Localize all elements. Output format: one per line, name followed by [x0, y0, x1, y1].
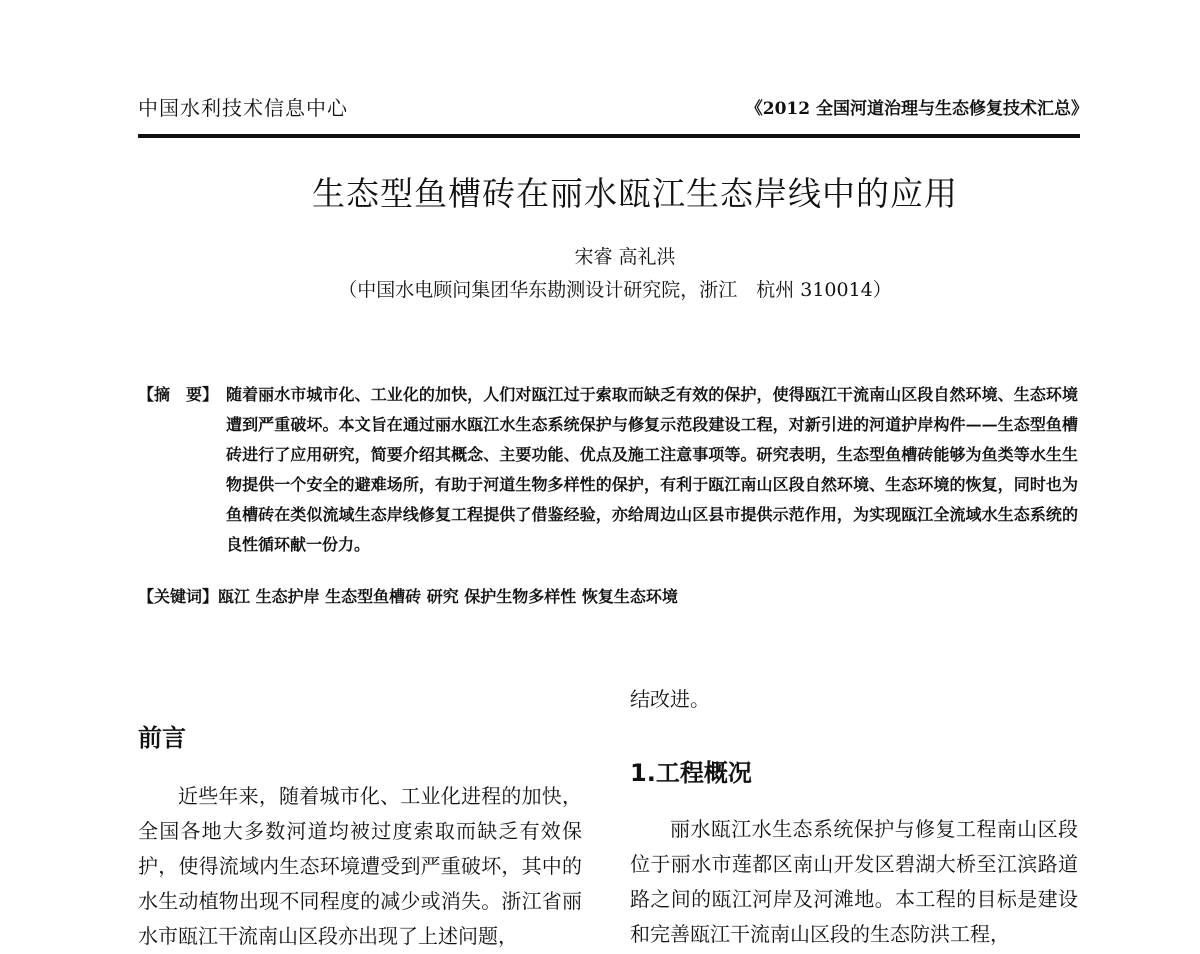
abstract-text: 随着丽水市城市化、工业化的加快，人们对瓯江过于索取而缺乏有效的保护，使得瓯江干流南山区段自然环境、生态环境遭到严重破坏。本文旨在通过丽水瓯江水生态系统保护与修复示范段建设工程，对新引进的河道护岸构件——生态型鱼槽砖进行了应用研究，简要介绍其概念、主要功能、优点及施工注意事项等。研究表明，生态型鱼槽砖能够为鱼类等水生生物提供一个安全的避难场所，有助于河道生物多样性的保护，有利于瓯江南山区段自然环境、生态环境的恢复，同时也为鱼槽砖在类似流域生态岸线修复工程提供了借鉴经验，亦给周边山区县市提供示范作用，为实现瓯江全流域水生态系统的良性循环献一份力。: [226, 385, 1078, 554]
paper-affiliation: （中国水电顾问集团华东勘测设计研究院，浙江 杭州 310014）: [338, 279, 892, 301]
keywords-label: 【关键词】: [138, 587, 219, 606]
running-header-left: 中国水利技术信息中心: [138, 96, 348, 120]
right-column: [630, 682, 1078, 952]
section-heading-preface: 前言: [138, 723, 186, 752]
left-column: [138, 718, 582, 954]
continued-text: 结改进。: [630, 687, 710, 711]
abstract-label: 【摘 要】: [138, 385, 219, 404]
paper-title: 生态型鱼槽砖在丽水瓯江生态岸线中的应用: [312, 174, 958, 213]
keywords-text: 瓯江 生态护岸 生态型鱼槽砖 研究 保护生物多样性 恢复生态环境: [218, 587, 678, 606]
running-header-right: 《2012 全国河道治理与生态修复技术汇总》: [745, 99, 1088, 119]
body-paragraph: 丽水瓯江水生态系统保护与修复工程南山区段位于丽水市莲都区南山开发区碧湖大桥至江滨路道路之间的瓯江河岸及河滩地。本工程的目标是建设和完善瓯江干流南山区段的生态防洪工程，: [630, 817, 1078, 946]
keywords-row: [138, 584, 678, 607]
header-rule: [138, 134, 1080, 138]
body-paragraph: 近些年来，随着城市化、工业化进程的加快，全国各地大多数河道均被过度索取而缺乏有效保护，使得流域内生态环境遭受到严重破坏，其中的水生动植物出现不同程度的减少或消失。浙江省丽水市瓯江干流南山区段亦出现了上述问题，: [138, 784, 582, 948]
paper-authors: 宋睿 高礼洪: [574, 246, 676, 268]
abstract-block: [138, 380, 1078, 560]
section-heading-overview: 1.工程概况: [630, 759, 752, 787]
